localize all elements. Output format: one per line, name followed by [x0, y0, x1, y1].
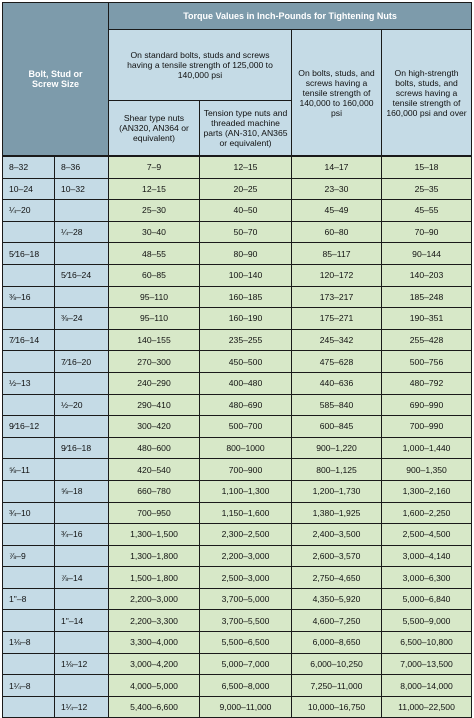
tension-nut-torque-cell: 12–15	[200, 156, 292, 178]
table-row	[3, 675, 472, 697]
coarse-thread-size-cell	[3, 437, 55, 459]
shear-nut-torque-cell: 420–540	[109, 459, 200, 481]
fine-thread-size-cell: 10–32	[55, 178, 109, 200]
high-strength-torque-cell: 255–428	[382, 329, 472, 351]
coarse-thread-size-cell: ¼–20	[3, 200, 55, 222]
tension-nut-torque-cell: 480–690	[200, 394, 292, 416]
fine-thread-size-cell: ½–20	[55, 394, 109, 416]
shear-nut-torque-cell: 270–300	[109, 351, 200, 373]
high-strength-torque-cell: 690–990	[382, 394, 472, 416]
fine-thread-size-cell: 1"–14	[55, 610, 109, 632]
table-row	[3, 416, 472, 438]
tensile-140-torque-cell: 600–845	[292, 416, 382, 438]
high-strength-torque-cell: 700–990	[382, 416, 472, 438]
tension-nut-torque-cell: 500–700	[200, 416, 292, 438]
shear-nut-torque-cell: 1,500–1,800	[109, 567, 200, 589]
tensile-140-torque-cell: 475–628	[292, 351, 382, 373]
tension-nut-torque-cell: 700–900	[200, 459, 292, 481]
high-strength-torque-cell: 190–351	[382, 308, 472, 330]
fine-thread-size-cell	[55, 200, 109, 222]
coarse-thread-size-cell: 1¼–8	[3, 675, 55, 697]
shear-nut-torque-cell: 5,400–6,600	[109, 696, 200, 718]
coarse-thread-size-cell: ¾–10	[3, 502, 55, 524]
high-strength-torque-cell: 900–1,350	[382, 459, 472, 481]
fine-thread-size-cell: ¼–28	[55, 221, 109, 243]
fine-thread-size-cell	[55, 545, 109, 567]
fine-thread-size-cell: 8–36	[55, 156, 109, 178]
fine-thread-size-cell	[55, 243, 109, 265]
high-strength-torque-cell: 25–35	[382, 178, 472, 200]
fine-thread-size-cell	[55, 588, 109, 610]
coarse-thread-size-cell	[3, 264, 55, 286]
table-row	[3, 567, 472, 589]
fine-thread-size-cell	[55, 416, 109, 438]
high-strength-torque-cell: 70–90	[382, 221, 472, 243]
high-strength-torque-cell: 480–792	[382, 372, 472, 394]
shear-nut-torque-cell: 240–290	[109, 372, 200, 394]
coarse-thread-size-cell	[3, 394, 55, 416]
table-row	[3, 459, 472, 481]
shear-nut-torque-cell: 300–420	[109, 416, 200, 438]
high-strength-torque-cell: 11,000–22,500	[382, 696, 472, 718]
tensile-140-torque-cell: 1,200–1,730	[292, 480, 382, 502]
tensile-140-torque-cell: 45–49	[292, 200, 382, 222]
shear-nut-torque-cell: 1,300–1,800	[109, 545, 200, 567]
shear-nut-torque-cell: 60–85	[109, 264, 200, 286]
high-strength-torque-cell: 2,500–4,500	[382, 524, 472, 546]
high-strength-torque-cell: 3,000–6,300	[382, 567, 472, 589]
shear-nut-torque-cell: 140–155	[109, 329, 200, 351]
tension-nut-torque-cell: 3,700–5,000	[200, 588, 292, 610]
tension-nut-torque-cell: 235–255	[200, 329, 292, 351]
table-row	[3, 502, 472, 524]
fine-thread-size-cell: ⅞–14	[55, 567, 109, 589]
shear-nut-torque-cell: 480–600	[109, 437, 200, 459]
tension-nut-torque-cell: 800–1000	[200, 437, 292, 459]
coarse-thread-size-cell	[3, 653, 55, 675]
tensile-140-torque-cell: 7,250–11,000	[292, 675, 382, 697]
high-strength-torque-cell: 140–203	[382, 264, 472, 286]
coarse-thread-size-cell	[3, 610, 55, 632]
shear-nut-torque-cell: 25–30	[109, 200, 200, 222]
tension-nut-torque-cell: 40–50	[200, 200, 292, 222]
tension-nut-torque-cell: 2,300–2,500	[200, 524, 292, 546]
table-body	[3, 156, 472, 718]
shear-nut-torque-cell: 95–110	[109, 308, 200, 330]
tension-nut-torque-cell: 5,000–7,000	[200, 653, 292, 675]
fine-thread-size-cell	[55, 286, 109, 308]
shear-nut-torque-cell: 700–950	[109, 502, 200, 524]
coarse-thread-size-cell	[3, 567, 55, 589]
table-row	[3, 372, 472, 394]
tensile-140-torque-cell: 2,400–3,500	[292, 524, 382, 546]
tension-nut-torque-cell: 80–90	[200, 243, 292, 265]
table-row	[3, 221, 472, 243]
fine-thread-size-cell: 5⁄16–24	[55, 264, 109, 286]
coarse-thread-size-cell: 7⁄16–14	[3, 329, 55, 351]
tension-nut-torque-cell: 160–190	[200, 308, 292, 330]
shear-nut-torque-cell: 3,000–4,200	[109, 653, 200, 675]
tension-nut-torque-cell: 1,100–1,300	[200, 480, 292, 502]
table-header	[3, 3, 472, 157]
tension-nut-torque-cell: 2,500–3,000	[200, 567, 292, 589]
table-row	[3, 632, 472, 654]
coarse-thread-size-cell: 8–32	[3, 156, 55, 178]
fine-thread-size-cell	[55, 675, 109, 697]
fine-thread-size-cell: ¾–16	[55, 524, 109, 546]
tensile-140-torque-cell: 245–342	[292, 329, 382, 351]
tension-nut-torque-cell: 5,500–6,500	[200, 632, 292, 654]
tension-nut-torque-cell: 100–140	[200, 264, 292, 286]
tensile-140-torque-cell: 800–1,125	[292, 459, 382, 481]
shear-type-nuts-header: Shear type nuts (AN320, AN364 or equivalent)	[109, 101, 200, 157]
high-strength-torque-cell: 1,300–2,160	[382, 480, 472, 502]
fine-thread-size-cell: 1¼–12	[55, 696, 109, 718]
coarse-thread-size-cell: ⅝–11	[3, 459, 55, 481]
torque-table	[2, 2, 472, 718]
tensile-140-torque-cell: 6,000–10,250	[292, 653, 382, 675]
shear-nut-torque-cell: 30–40	[109, 221, 200, 243]
coarse-thread-size-cell: 1"–8	[3, 588, 55, 610]
high-strength-torque-cell: 6,500–10,800	[382, 632, 472, 654]
high-strength-torque-cell: 1,600–2,250	[382, 502, 472, 524]
tension-nut-torque-cell: 20–25	[200, 178, 292, 200]
table-row	[3, 653, 472, 675]
tensile-140-torque-cell: 440–636	[292, 372, 382, 394]
high-strength-torque-cell: 1,000–1,440	[382, 437, 472, 459]
fine-thread-size-cell: ⅝–18	[55, 480, 109, 502]
table-row	[3, 286, 472, 308]
high-strength-torque-cell: 185–248	[382, 286, 472, 308]
tensile-140-torque-cell: 1,380–1,925	[292, 502, 382, 524]
tensile-140-torque-cell: 120–172	[292, 264, 382, 286]
high-strength-torque-cell: 500–756	[382, 351, 472, 373]
high-strength-group-header: On high-strength bolts, studs, and screws having a tensile strength of 160,000 psi and over	[382, 30, 472, 157]
table-row	[3, 696, 472, 718]
tensile-140-group-header: On bolts, studs, and screws having a tensile strength of 140,000 to 160,000 psi	[292, 30, 382, 157]
coarse-thread-size-cell	[3, 308, 55, 330]
shear-nut-torque-cell: 290–410	[109, 394, 200, 416]
shear-nut-torque-cell: 7–9	[109, 156, 200, 178]
coarse-thread-size-cell: 5⁄16–18	[3, 243, 55, 265]
tension-nut-torque-cell: 6,500–8,000	[200, 675, 292, 697]
shear-nut-torque-cell: 2,200–3,300	[109, 610, 200, 632]
fine-thread-size-cell	[55, 632, 109, 654]
coarse-thread-size-cell: 10–24	[3, 178, 55, 200]
coarse-thread-size-cell: 1⅛–8	[3, 632, 55, 654]
fine-thread-size-cell: 1⅛–12	[55, 653, 109, 675]
torque-table-container	[2, 2, 471, 718]
shear-nut-torque-cell: 660–780	[109, 480, 200, 502]
coarse-thread-size-cell	[3, 696, 55, 718]
high-strength-torque-cell: 8,000–14,000	[382, 675, 472, 697]
table-row	[3, 329, 472, 351]
table-row	[3, 308, 472, 330]
tensile-140-torque-cell: 173–217	[292, 286, 382, 308]
tension-nut-torque-cell: 9,000–11,000	[200, 696, 292, 718]
shear-nut-torque-cell: 2,200–3,000	[109, 588, 200, 610]
tensile-140-torque-cell: 4,600–7,250	[292, 610, 382, 632]
high-strength-torque-cell: 5,000–6,840	[382, 588, 472, 610]
tensile-140-torque-cell: 4,350–5,920	[292, 588, 382, 610]
fine-thread-size-cell	[55, 459, 109, 481]
table-row	[3, 480, 472, 502]
table-row	[3, 200, 472, 222]
tensile-140-torque-cell: 900–1,220	[292, 437, 382, 459]
fine-thread-size-cell: ⅜–24	[55, 308, 109, 330]
table-row	[3, 264, 472, 286]
fine-thread-size-cell	[55, 372, 109, 394]
table-row	[3, 156, 472, 178]
high-strength-torque-cell: 7,000–13,500	[382, 653, 472, 675]
tension-nut-torque-cell: 2,200–3,000	[200, 545, 292, 567]
coarse-thread-size-cell	[3, 221, 55, 243]
table-row	[3, 394, 472, 416]
high-strength-torque-cell: 15–18	[382, 156, 472, 178]
tension-type-nuts-header: Tension type nuts and threaded machine parts (AN-310, AN365 or equivalent)	[200, 101, 292, 157]
coarse-thread-size-cell: 9⁄16–12	[3, 416, 55, 438]
torque-values-title: Torque Values in Inch-Pounds for Tightening Nuts	[109, 3, 472, 30]
table-row	[3, 243, 472, 265]
tensile-140-torque-cell: 85–117	[292, 243, 382, 265]
table-row	[3, 524, 472, 546]
shear-nut-torque-cell: 12–15	[109, 178, 200, 200]
tensile-140-torque-cell: 2,750–4,650	[292, 567, 382, 589]
coarse-thread-size-cell: ⅞–9	[3, 545, 55, 567]
table-row	[3, 437, 472, 459]
table-row	[3, 588, 472, 610]
fine-thread-size-cell	[55, 329, 109, 351]
tension-nut-torque-cell: 400–480	[200, 372, 292, 394]
coarse-thread-size-cell	[3, 480, 55, 502]
high-strength-torque-cell: 90–144	[382, 243, 472, 265]
high-strength-torque-cell: 3,000–4,140	[382, 545, 472, 567]
tension-nut-torque-cell: 160–185	[200, 286, 292, 308]
tension-nut-torque-cell: 50–70	[200, 221, 292, 243]
tensile-140-torque-cell: 10,000–16,750	[292, 696, 382, 718]
shear-nut-torque-cell: 4,000–5,000	[109, 675, 200, 697]
size-column-header: Bolt, Stud or Screw Size	[3, 3, 109, 157]
fine-thread-size-cell: 9⁄16–18	[55, 437, 109, 459]
coarse-thread-size-cell	[3, 351, 55, 373]
shear-nut-torque-cell: 1,300–1,500	[109, 524, 200, 546]
high-strength-torque-cell: 45–55	[382, 200, 472, 222]
tension-nut-torque-cell: 3,700–5,500	[200, 610, 292, 632]
coarse-thread-size-cell	[3, 524, 55, 546]
fine-thread-size-cell	[55, 502, 109, 524]
fine-thread-size-cell: 7⁄16–20	[55, 351, 109, 373]
coarse-thread-size-cell: ⅜–16	[3, 286, 55, 308]
table-row	[3, 351, 472, 373]
standard-tensile-group-header: On standard bolts, studs and screws having a tensile strength of 125,000 to 140,000 psi	[109, 30, 292, 101]
tensile-140-torque-cell: 175–271	[292, 308, 382, 330]
tensile-140-torque-cell: 14–17	[292, 156, 382, 178]
coarse-thread-size-cell: ½–13	[3, 372, 55, 394]
table-row	[3, 610, 472, 632]
shear-nut-torque-cell: 3,300–4,000	[109, 632, 200, 654]
table-row	[3, 545, 472, 567]
shear-nut-torque-cell: 95–110	[109, 286, 200, 308]
shear-nut-torque-cell: 48–55	[109, 243, 200, 265]
table-row	[3, 178, 472, 200]
tensile-140-torque-cell: 6,000–8,650	[292, 632, 382, 654]
tensile-140-torque-cell: 2,600–3,570	[292, 545, 382, 567]
tensile-140-torque-cell: 585–840	[292, 394, 382, 416]
tensile-140-torque-cell: 23–30	[292, 178, 382, 200]
tension-nut-torque-cell: 450–500	[200, 351, 292, 373]
tension-nut-torque-cell: 1,150–1,600	[200, 502, 292, 524]
high-strength-torque-cell: 5,500–9,000	[382, 610, 472, 632]
tensile-140-torque-cell: 60–80	[292, 221, 382, 243]
